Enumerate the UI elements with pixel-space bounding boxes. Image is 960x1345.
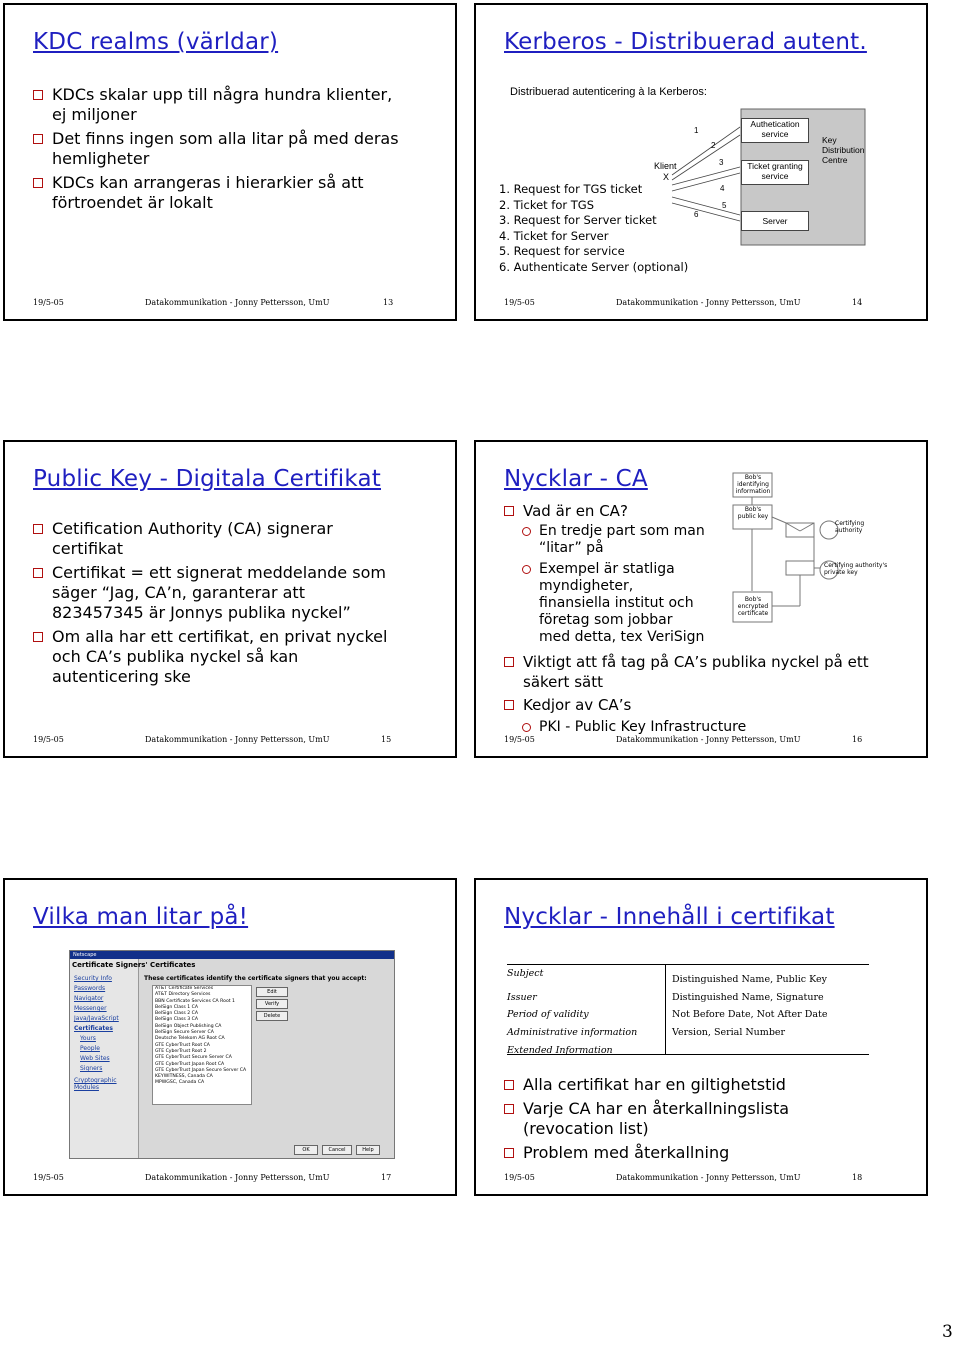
arrow-line <box>672 135 740 180</box>
slide-14 <box>474 3 928 321</box>
help-button[interactable]: Help <box>356 1145 380 1155</box>
bullet-item: Kedjor av CA’s <box>504 695 804 715</box>
fig-bob-info: Bob's identifying information <box>735 474 771 495</box>
arrow-number: 1 <box>694 126 699 135</box>
arrow-number: 3 <box>719 158 724 167</box>
bullet-item: Det finns ingen som alla litar på med deras hemligheter <box>33 129 403 169</box>
cert-field-label: Period of validity <box>507 1009 589 1020</box>
delete-button[interactable]: Delete <box>256 1011 288 1021</box>
bullet-circle-icon <box>522 565 531 574</box>
list-item[interactable]: GTE CyberTrust Secure Server CA <box>155 1055 232 1061</box>
klient-label: Klient <box>654 161 677 171</box>
slide-number: 14 <box>852 298 863 307</box>
footer-date: 19/5-05 <box>504 735 535 744</box>
page-number: 3 <box>942 1322 953 1342</box>
list-item[interactable]: GTE CyberTrust Root CA <box>155 1042 210 1048</box>
arrow-number: 4 <box>720 184 725 193</box>
nav-link[interactable]: Yours <box>80 1035 96 1042</box>
list-item[interactable]: Deutsche Telekom AG Root CA <box>155 1036 225 1042</box>
fig-ca: Certifying authority <box>835 520 865 534</box>
list-item[interactable]: AT&T Certificate Services <box>155 986 214 991</box>
slide-number: 16 <box>852 735 863 744</box>
sub-bullet-item: Exempel är statliga myndigheter, finansiella institut och företag som jobbar med detta, tex VeriSign <box>522 561 707 646</box>
cert-field-label: Extended Information <box>507 1045 613 1056</box>
bullet-circle-icon <box>522 527 531 536</box>
cert-field-label: Issuer <box>507 992 537 1003</box>
list-item[interactable]: BelSign Class 1 CA <box>155 1004 199 1010</box>
bullet-box-icon <box>33 134 43 144</box>
list-item[interactable]: AT&T Directory Services <box>155 992 211 998</box>
list-item[interactable]: BelSign Class 2 CA <box>155 1011 199 1017</box>
edit-button[interactable]: Edit <box>256 987 288 997</box>
browser-header: Certificate Signers' Certificates <box>72 961 196 969</box>
nav-link[interactable]: Passwords <box>74 985 106 992</box>
step-item: 4. Ticket for Server <box>499 228 609 243</box>
nav-link[interactable]: Web Sites <box>80 1055 110 1062</box>
slide-number: 13 <box>383 298 394 307</box>
list-item[interactable]: GTE CyberTrust Japan Root CA <box>155 1061 225 1067</box>
step-item: 3. Request for Server ticket <box>499 213 657 227</box>
list-item[interactable]: MPWGSC, Canada CA <box>155 1080 205 1086</box>
bullet-box-icon <box>33 632 43 642</box>
ok-button[interactable]: OK <box>294 1145 318 1155</box>
cert-field-label: Subject <box>507 968 544 979</box>
slide-15 <box>3 440 457 758</box>
bullet-circle-icon <box>522 723 531 732</box>
fig-bob-key: Bob's public key <box>737 506 769 520</box>
slide-13 <box>3 3 457 321</box>
footer-date: 19/5-05 <box>504 1173 535 1182</box>
footer-course: Datakommunikation - Jonny Pettersson, UmU <box>616 735 801 744</box>
bullet-box-icon <box>33 90 43 100</box>
slide-title: Vilka man litar på! <box>33 904 249 930</box>
slide-number: 15 <box>381 735 392 744</box>
slide-17 <box>3 878 457 1196</box>
nav-link[interactable]: Signers <box>80 1065 103 1072</box>
bullet-box-icon <box>504 657 514 667</box>
list-item[interactable]: BelSign Object Publishing CA <box>155 1023 222 1029</box>
cert-table-divider <box>665 964 666 1054</box>
bullet-item: Problem med återkallning <box>504 1143 854 1163</box>
slide-title: KDC realms (världar) <box>33 29 279 55</box>
slide-number: 18 <box>852 1173 863 1182</box>
diagram-subtitle: Distribuerad autenticering à la Kerberos: <box>510 86 707 98</box>
bullet-box-icon <box>504 1104 514 1114</box>
cancel-button[interactable]: Cancel <box>322 1145 352 1155</box>
list-item[interactable]: GTE CyberTrust Root 2 <box>155 1048 207 1054</box>
list-item[interactable]: GTE CyberTrust Japan Secure Server CA <box>155 1067 247 1073</box>
list-item[interactable]: BBN Certificate Services CA Root 1 <box>155 998 235 1004</box>
verify-button[interactable]: Verify <box>256 999 288 1009</box>
browser-titlebar <box>70 951 394 959</box>
browser-window <box>69 950 395 1159</box>
bullet-item: Viktigt att få tag på CA’s publika nyckel på ett säkert sätt <box>504 652 869 692</box>
sub-bullet-item: PKI - Public Key Infrastructure <box>522 719 822 736</box>
bullet-item: Varje CA har en återkallningslista (revocation list) <box>504 1099 804 1139</box>
server-box: Server <box>741 211 809 231</box>
klient-x-label: X <box>663 172 670 182</box>
footer-course: Datakommunikation - Jonny Pettersson, UmU <box>145 735 330 744</box>
slide-16 <box>474 440 928 758</box>
step-item: 2. Ticket for TGS <box>499 197 595 212</box>
bullet-item: Om alla har ett certifikat, en privat nyckel och CA’s publika nyckel så kan autenticering ske <box>33 627 401 687</box>
bullet-box-icon <box>504 1080 514 1090</box>
fig-ca-priv: Certifying authority's private key <box>824 562 888 576</box>
bullet-box-icon <box>33 524 43 534</box>
bullet-box-icon <box>504 700 514 710</box>
bullet-item: Vad är en CA? <box>504 501 704 521</box>
auth-service-box: Authetication service <box>741 118 809 143</box>
nav-link[interactable]: Security Info <box>74 975 112 982</box>
step-list <box>499 182 688 275</box>
cert-table-top-line <box>507 964 869 965</box>
cert-field-value: Distinguished Name, Signature <box>672 992 824 1003</box>
bullet-box-icon <box>504 1148 514 1158</box>
footer-course: Datakommunikation - Jonny Pettersson, UmU <box>616 298 801 307</box>
nav-link[interactable]: Navigator <box>74 995 104 1002</box>
arrow-number: 5 <box>722 201 727 210</box>
bullet-box-icon <box>33 178 43 188</box>
nav-link[interactable]: Cryptographic Modules <box>74 1077 117 1091</box>
footer-date: 19/5-05 <box>33 298 64 307</box>
bullet-item: KDCs kan arrangeras i hierarkier så att förtroendet är lokalt <box>33 173 373 213</box>
bullet-item: Alla certifikat har en giltighetstid <box>504 1075 854 1095</box>
sub-bullet-item: En tredje part som man “litar” på <box>522 523 717 557</box>
tgs-box: Ticket granting service <box>741 160 809 185</box>
slide-number: 17 <box>381 1173 392 1182</box>
step-item: 6. Authenticate Server (optional) <box>499 259 689 274</box>
footer-course: Datakommunikation - Jonny Pettersson, UmU <box>145 298 330 307</box>
nav-link[interactable]: Java/JavaScript <box>74 1015 119 1022</box>
slide-title: Nycklar - CA <box>504 466 648 492</box>
slide-18 <box>474 878 928 1196</box>
list-item[interactable]: BelSign Secure Server CA <box>155 1030 214 1036</box>
step-item: 5. Request for service <box>499 244 625 258</box>
nav-link[interactable]: People <box>80 1045 100 1052</box>
nav-link[interactable]: Messenger <box>74 1005 107 1012</box>
browser-desc: These certificates identify the certificate signers that you accept: <box>144 975 367 982</box>
slide-title: Public Key - Digitala Certifikat <box>33 466 381 492</box>
cert-field-value: Version, Serial Number <box>672 1027 786 1038</box>
browser-brand: Netscape <box>73 952 97 958</box>
slide-title: Kerberos - Distribuerad autent. <box>504 29 867 55</box>
fig-enc: Bob's encrypted certificate <box>737 596 769 617</box>
footer-course: Datakommunikation - Jonny Pettersson, UmU <box>616 1173 801 1182</box>
slide-title: Nycklar - Innehåll i certifikat <box>504 904 835 930</box>
signer-list[interactable] <box>152 985 252 1105</box>
footer-date: 19/5-05 <box>504 298 535 307</box>
bullet-item: KDCs skalar upp till några hundra klienter, ej miljoner <box>33 85 403 125</box>
bullet-box-icon <box>504 506 514 516</box>
arrow-number: 2 <box>711 141 716 150</box>
arrow-number: 6 <box>694 210 699 219</box>
step-item: 1. Request for TGS ticket <box>499 182 643 196</box>
bullet-item: Cetification Authority (CA) signerar certifikat <box>33 519 378 559</box>
list-item[interactable]: KEYWITNESS, Canada CA <box>155 1074 213 1080</box>
arrow-line <box>672 127 740 175</box>
footer-date: 19/5-05 <box>33 735 64 744</box>
bullet-item: Certifikat = ett signerat meddelande som säger “Jag, CA’n, garanterar att 823457345 är Jonnys publika nyckel” <box>33 563 388 623</box>
cert-field-value: Distinguished Name, Public Key <box>672 974 827 985</box>
cert-field-label: Administrative information <box>507 1027 638 1038</box>
list-item[interactable]: BelSign Class 3 CA <box>155 1017 199 1023</box>
nav-link[interactable]: Certificates <box>74 1025 113 1032</box>
kdc-label: Key Distribution Centre <box>822 135 865 165</box>
cert-field-value: Not Before Date, Not After Date <box>672 1009 828 1020</box>
footer-date: 19/5-05 <box>33 1173 64 1182</box>
footer-course: Datakommunikation - Jonny Pettersson, UmU <box>145 1173 330 1182</box>
bullet-box-icon <box>33 568 43 578</box>
